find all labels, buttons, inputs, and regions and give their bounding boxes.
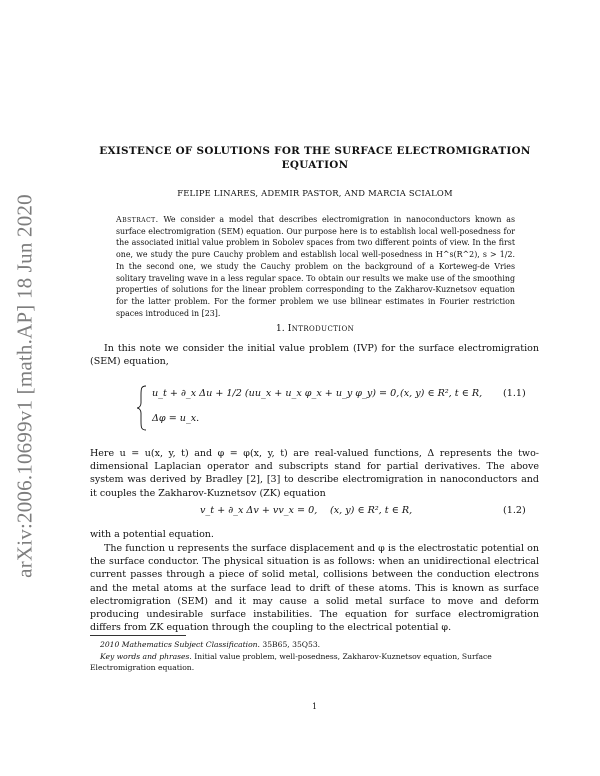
system-brace <box>136 385 148 431</box>
footnote-keywords <box>90 651 539 673</box>
footnote-rule <box>90 635 186 636</box>
title-line-1: EXISTENCE OF SOLUTIONS FOR THE SURFACE ELECTROMIGRATION <box>99 145 531 157</box>
paper-title <box>90 144 540 172</box>
equation-1-2-number: (1.2) <box>503 505 526 516</box>
abstract <box>116 214 515 319</box>
intro-paragraph: In this note we consider the initial value problem (IVP) for the surface electromigration (SEM) equation, <box>90 343 539 368</box>
arxiv-id: arXiv:2006.10699v1 [math.AP] 18 Jun 2020 <box>12 194 37 578</box>
abstract-text: We consider a model that describes electromigration in nanoconductors known as surface electromigration (SEM) equation. Our purpose here is to establish local well-posedness for the associated initial value problem in Sobolev spaces from two different points of view. In the first one, we study the pure Cauchy problem and establish local well-posedness in H^s(R^2), s > 1/2. In the second one, we study the Cauchy problem on the background of a Korteweg-de Vries solitary traveling wave in a less regular space. To obtain our results we make use of the smoothing properties of solutions for the linear problem corresponding to the Zakharov-Kuznetsov equation for the latter problem. For the former problem we use bilinear estimates in Fourier restriction spaces introduced in [23]. <box>116 215 515 318</box>
equation-1-1-number: (1.1) <box>503 388 526 399</box>
footnote-msc-label: 2010 Mathematics Subject Classification. <box>100 640 260 649</box>
authors: FELIPE LINARES, ADEMIR PASTOR, AND MARCIA SCIALOM <box>177 188 453 198</box>
page-number: 1 <box>311 702 318 711</box>
equation-1-2-domain: (x, y) ∈ R², t ∈ R, <box>330 505 413 516</box>
footnote-keywords-text: Initial value problem, well-posedness, Zakharov-Kuznetsov equation, Surface Electromigration equation. <box>90 652 492 672</box>
footnote-msc <box>90 639 539 650</box>
paragraph-2: Here u = u(x, y, t) and φ = φ(x, y, t) are real-valued functions, Δ represents the two-dimensional Laplacian operator and subscripts stand for partial derivatives. The above system was derived by Bradley [2], [3] to describe electromigration in nanoconductors and it couples the Zakharov-Kuznetsov (ZK) equation <box>90 448 539 499</box>
abstract-label: Abstract. <box>116 215 159 224</box>
section-title: Introduction <box>287 323 355 334</box>
paragraph-4: The function u represents the surface displacement and φ is the electrostatic potential on the surface conductor. The physical situation is as follows: when an unidirectional electrical current passes through a piece of solid metal, collisions between the conduction electrons and the metal atoms at the surface lead to drift of these atoms. This is known as surface electromigration (SEM) and it may cause a solid metal surface to move and deform producing undesirable surface instabilities. The equation for surface electromigration differs from ZK equation through the coupling to the electrical potential φ. <box>90 543 539 634</box>
equation-1-1-line-2: Δφ = u_x. <box>152 413 200 424</box>
paragraph-3: with a potential equation. <box>90 529 214 540</box>
footnote-keywords-label: Key words and phrases. <box>100 652 192 661</box>
section-number: 1. <box>275 323 285 334</box>
equation-1-2: v_t + ∂_x Δv + vv_x = 0, <box>200 505 318 516</box>
arxiv-stamp <box>12 176 38 596</box>
footnote-msc-text: 35B65, 35Q53. <box>262 640 321 649</box>
title-line-2: EQUATION <box>281 159 349 171</box>
section-heading <box>90 323 540 334</box>
equation-1-1-domain: (x, y) ∈ R², t ∈ R, <box>400 388 483 399</box>
equation-1-1-line-1: u_t + ∂_x Δu + 1/2 (uu_x + u_x φ_x + u_y φ_y) = 0, <box>152 388 400 399</box>
